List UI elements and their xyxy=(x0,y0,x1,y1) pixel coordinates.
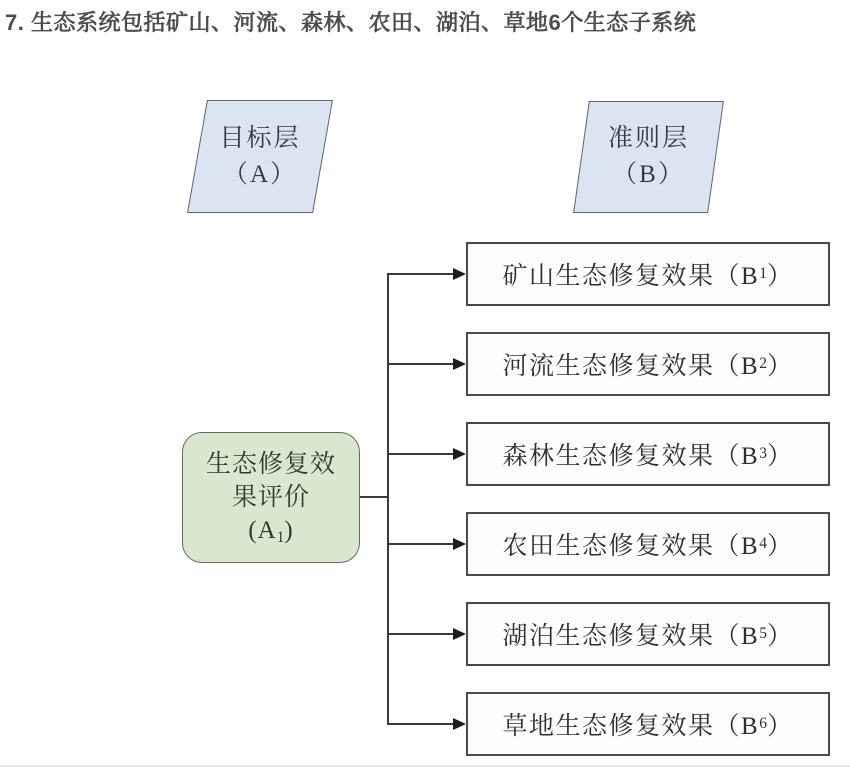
root-node-code: $(A_1)$ xyxy=(248,517,294,546)
question-title: 7. 生态系统包括矿山、河流、森林、农田、湖泊、草地6个生态子系统 xyxy=(5,10,697,35)
bottom-divider xyxy=(0,765,850,767)
criteria-layer-shape xyxy=(573,101,724,213)
goal-layer-shape xyxy=(187,100,333,213)
branch-line xyxy=(388,453,455,455)
criterion-box-b2: 河流生态修复效果（B 2 ） xyxy=(466,332,830,396)
criterion-box-b4: 农田生态修复效果（B 4 ） xyxy=(466,512,830,576)
arrow-right-icon xyxy=(453,718,466,730)
root-connector-line xyxy=(360,496,388,498)
goal-layer-label xyxy=(198,101,322,212)
criterion-box-b1: 矿山生态修复效果（B 1 ） xyxy=(466,242,830,306)
branch-line xyxy=(388,543,455,545)
branch-line xyxy=(388,723,455,725)
branch-line xyxy=(388,363,455,365)
criterion-box-b5: 湖泊生态修复效果（B 5 ） xyxy=(466,602,830,666)
arrow-right-icon xyxy=(453,448,466,460)
root-node-line1: 生态修复效 xyxy=(205,451,336,478)
arrow-right-icon xyxy=(453,358,466,370)
root-node-box xyxy=(182,432,360,563)
arrow-right-icon xyxy=(453,268,466,280)
goal-layer-line1: 目标层 xyxy=(219,124,301,152)
trunk-line xyxy=(387,273,389,725)
goal-layer-line2: （A） xyxy=(222,160,298,188)
branch-line xyxy=(388,273,455,275)
criteria-layer-line2: （B） xyxy=(612,161,685,188)
arrow-right-icon xyxy=(453,538,466,550)
criteria-layer-line1: 准则层 xyxy=(607,125,689,152)
root-node-line2: 果评价 xyxy=(231,484,310,511)
criterion-box-b3: 森林生态修复效果（B 3 ） xyxy=(466,422,830,486)
branch-line xyxy=(388,633,455,635)
criteria-layer-label xyxy=(582,102,715,212)
criterion-box-b6: 草地生态修复效果（B 6 ） xyxy=(466,692,830,756)
arrow-right-icon xyxy=(453,628,466,640)
